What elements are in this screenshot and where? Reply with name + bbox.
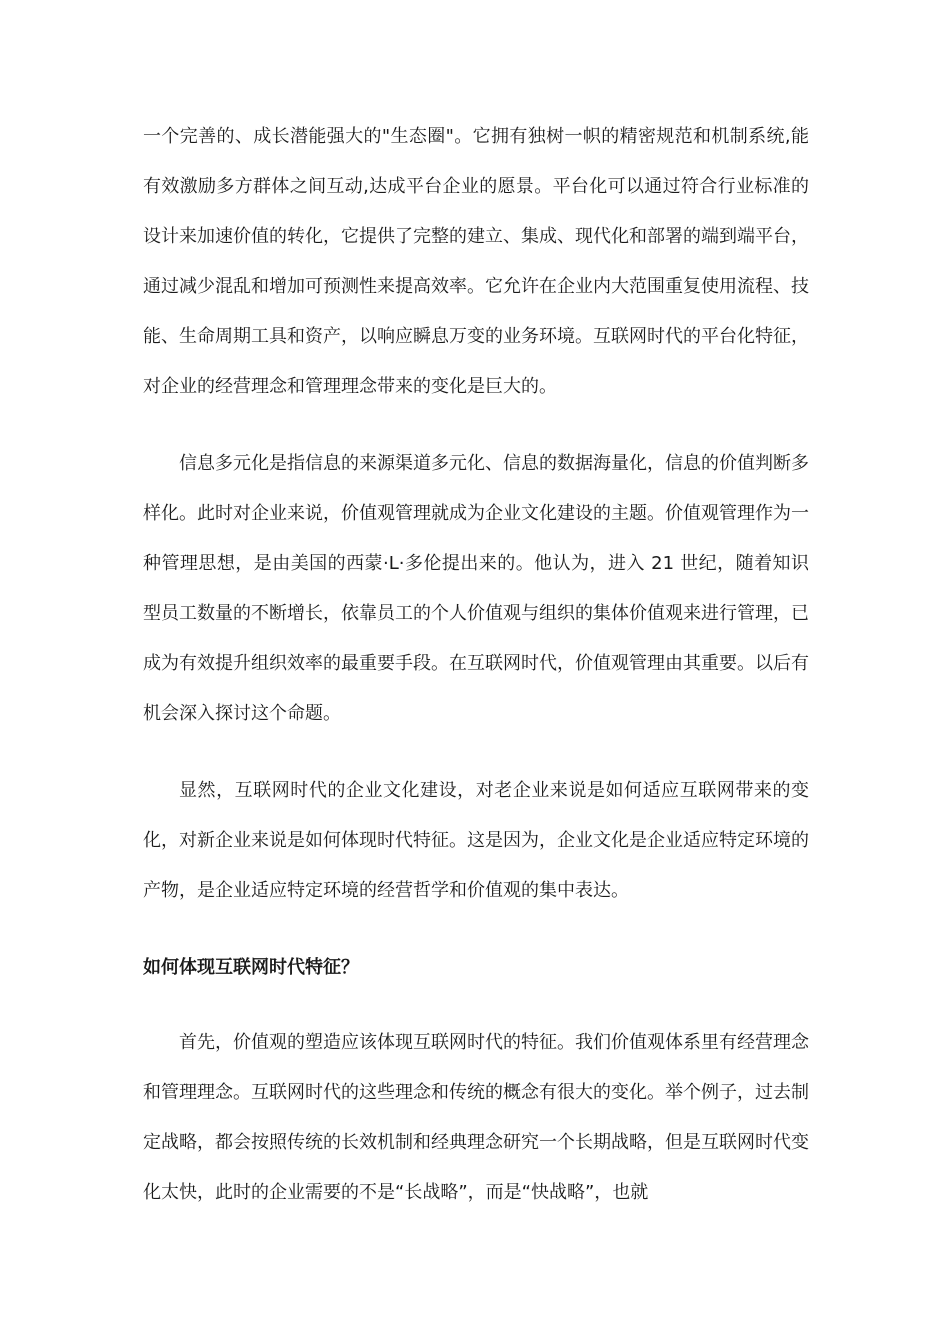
paragraph-values: 首先，价值观的塑造应该体现互联网时代的特征。我们价值观体系里有经营理念和管理理念。互联网时代的这些理念和传统的概念有很大的变化。举个例子，过去制定战略，都会按照传统的长效机制和经典理念研究一个长期战略，但是互联网时代变化太快，此时的企业需要的不是“长战略”，而是“快战略”，也就	[143, 1032, 809, 1203]
paragraph-corporate-culture: 显然，互联网时代的企业文化建设，对老企业来说是如何适应互联网带来的变化，对新企业来说是如何体现时代特征。这是因为，企业文化是企业适应特定环境的产物，是企业适应特定环境的经营哲学和价值观的集中表达。	[143, 780, 809, 901]
document-body	[143, 112, 809, 1245]
paragraph-platform: 一个完善的、成长潜能强大的"生态圈"。它拥有独树一帜的精密规范和机制系统,能有效激励多方群体之间互动,达成平台企业的愿景。平台化可以通过符合行业标准的设计来加速价值的转化，它提供了完整的建立、集成、现代化和部署的端到端平台，通过减少混乱和增加可预测性来提高效率。它允许在企业内大范围重复使用流程、技能、生命周期工具和资产，以响应瞬息万变的业务环境。互联网时代的平台化特征，对企业的经营理念和管理理念带来的变化是巨大的。	[143, 126, 809, 397]
section-heading: 如何体现互联网时代特征？	[143, 957, 359, 978]
paragraph-information-diversity: 信息多元化是指信息的来源渠道多元化、信息的数据海量化，信息的价值判断多样化。此时对企业来说，价值观管理就成为企业文化建设的主题。价值观管理作为一种管理思想，是由美国的西蒙·L·多伦提出来的。他认为，进入 21 世纪，随着知识型员工数量的不断增长，依靠员工的个人价值观与组织的集体价值观来进行管理，已成为有效提升组织效率的最重要手段。在互联网时代，价值观管理由其重要。以后有机会深入探讨这个命题。	[143, 453, 809, 724]
